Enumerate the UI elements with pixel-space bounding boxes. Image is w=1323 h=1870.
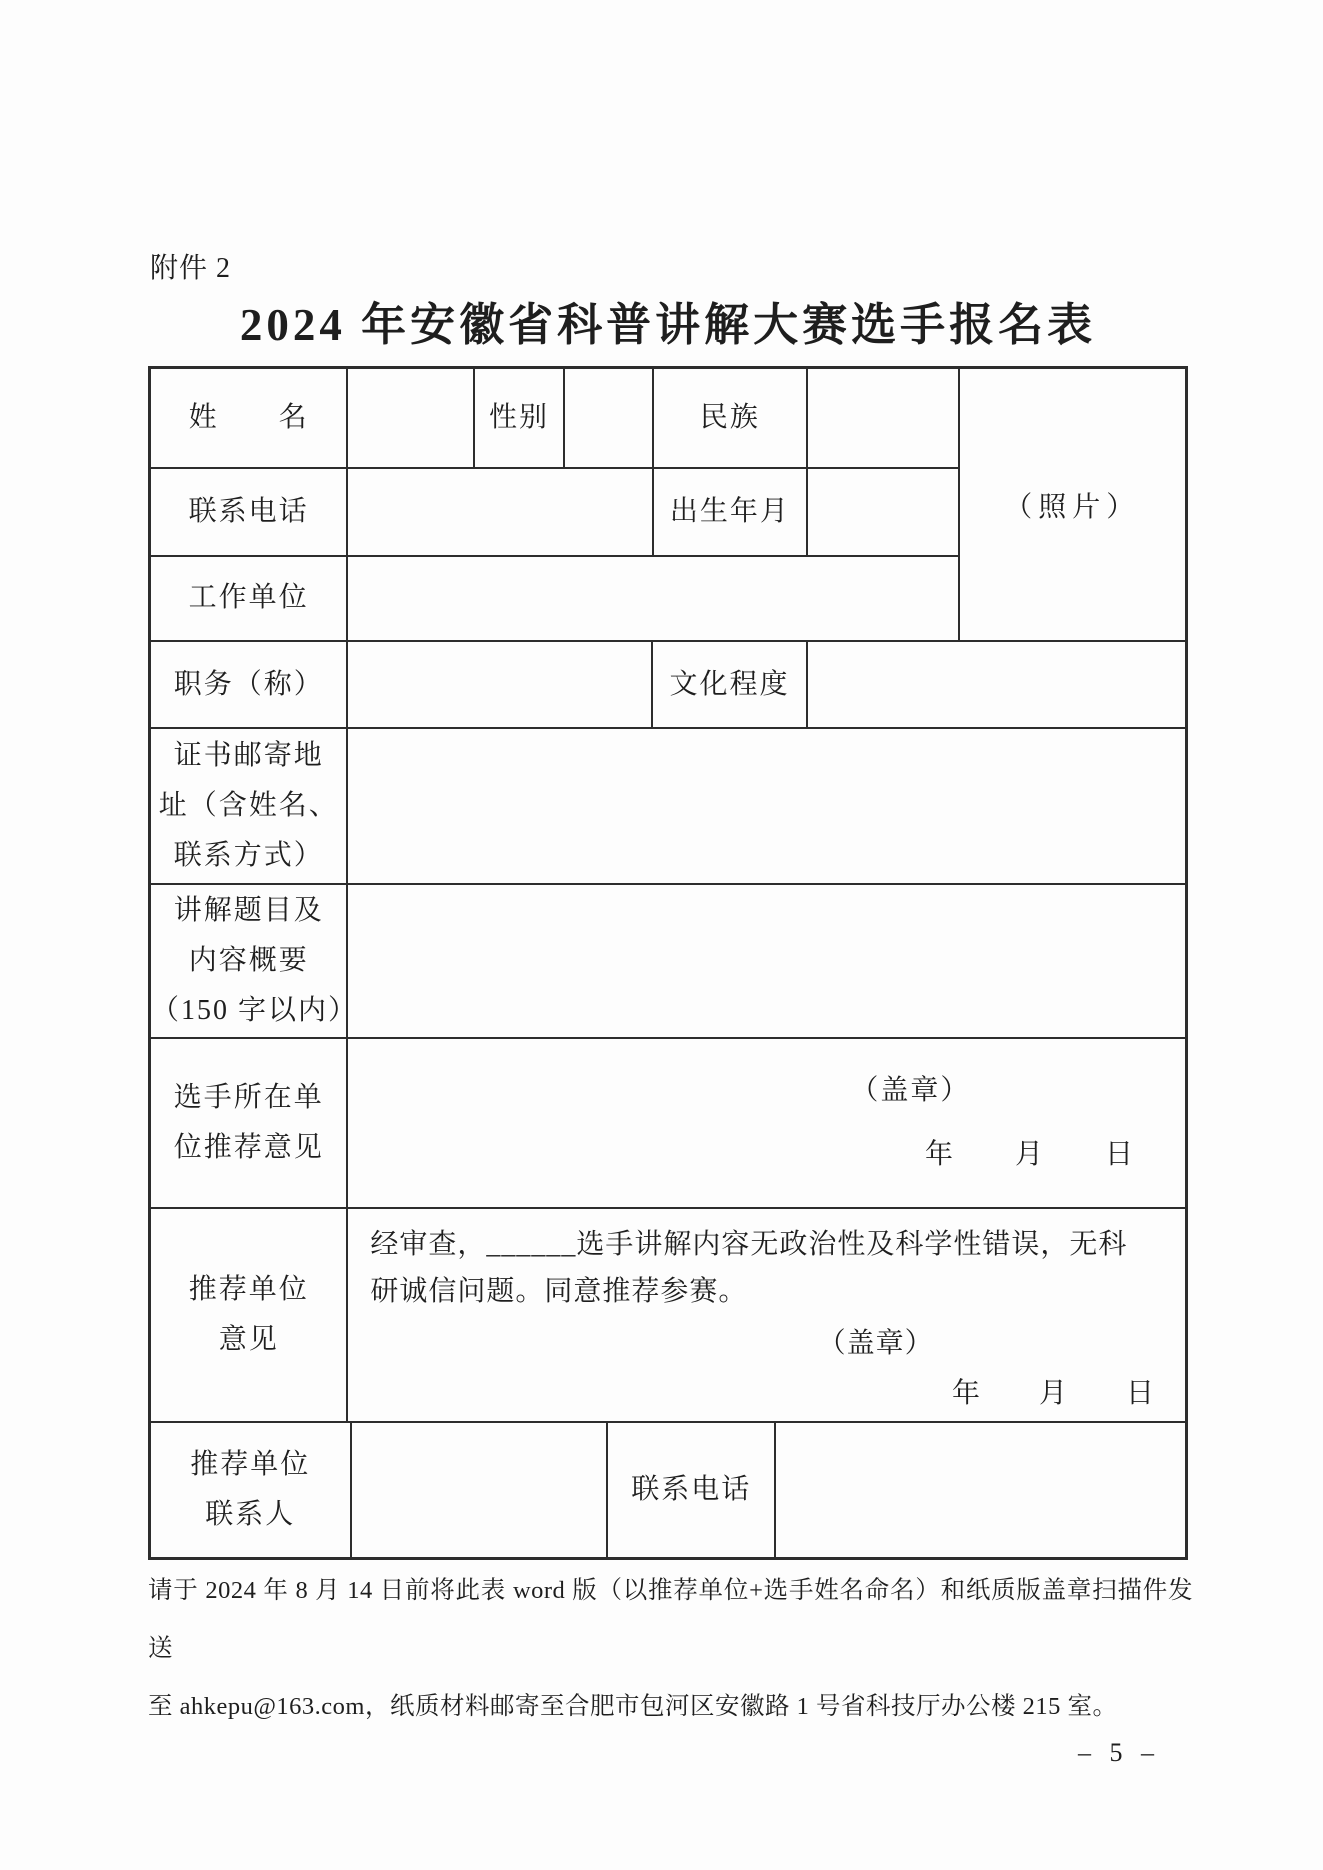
phone-label: 联系电话 <box>188 495 309 527</box>
registration-form-table <box>148 366 1188 1560</box>
table-row <box>151 369 958 469</box>
topic-summary-label-line: 内容概要 <box>188 945 309 976</box>
mailing-address-label-line: 址（含姓名、 <box>158 790 339 821</box>
education-label: 文化程度 <box>651 642 805 727</box>
footer-note-line: 请于 2024 年 8 月 14 日前将此表 word 版（以推荐单位+选手姓名命名）和纸质版盖章扫描件发送 <box>148 1577 1193 1662</box>
ethnicity-label: 民族 <box>652 369 806 467</box>
table-row <box>151 729 1185 885</box>
unit-contact-label <box>151 1423 350 1557</box>
table-row <box>151 557 958 640</box>
mailing-address-label <box>151 729 346 883</box>
attachment-label: 附件 2 <box>150 253 232 284</box>
page-title: 2024 年安徽省科普讲解大赛选手报名表 <box>239 300 1097 350</box>
seal-placeholder-text: （盖章） <box>850 1075 971 1106</box>
unit-contact-label-line: 联系人 <box>205 1499 296 1530</box>
personal-info-left <box>151 369 958 640</box>
birth-date-label: 出生年月 <box>652 469 806 554</box>
table-row <box>151 1209 1185 1423</box>
unit-recommendation-label-line: 选手所在单 <box>173 1082 324 1113</box>
gender-label: 性别 <box>473 369 563 467</box>
mailing-address-value-cell[interactable] <box>346 729 1185 883</box>
opinion-statement-line: 研诚信问题。同意推荐参赛。 <box>370 1276 748 1307</box>
topic-summary-label-line: （150 字以内） <box>151 995 359 1026</box>
table-row <box>151 1039 1185 1209</box>
work-unit-label: 工作单位 <box>188 582 309 614</box>
phone-value-cell[interactable] <box>346 469 652 554</box>
name-value-cell[interactable] <box>346 369 473 467</box>
table-row <box>151 885 1185 1039</box>
ethnicity-value-cell[interactable] <box>806 369 958 467</box>
work-unit-value-cell[interactable] <box>346 557 957 640</box>
gender-value-cell[interactable] <box>563 369 652 467</box>
page-number: – 5 – <box>1078 1738 1160 1767</box>
recommending-unit-opinion-value-cell[interactable] <box>346 1209 1185 1421</box>
unit-contact-value-cell[interactable] <box>350 1423 606 1557</box>
name-label: 姓 名 <box>188 402 309 434</box>
unit-recommendation-value-cell[interactable] <box>346 1039 1185 1207</box>
position-label: 职务（称） <box>173 668 324 700</box>
date-placeholder-text: 年 月 日 <box>951 1378 1155 1409</box>
unit-recommendation-label-line: 位推荐意见 <box>173 1132 324 1163</box>
mailing-address-label-line: 联系方式） <box>173 840 324 871</box>
topic-summary-value-cell[interactable] <box>346 885 1185 1037</box>
unit-contact-label-line: 推荐单位 <box>190 1449 311 1480</box>
position-value-cell[interactable] <box>346 642 651 727</box>
topic-summary-label <box>151 885 359 1037</box>
date-placeholder-text: 年 月 日 <box>924 1139 1135 1170</box>
recommending-unit-opinion-label-line: 推荐单位 <box>188 1274 309 1305</box>
photo-cell[interactable] <box>958 369 1185 640</box>
recommending-unit-opinion-label-line: 意见 <box>218 1324 279 1355</box>
recommending-unit-opinion-label <box>151 1209 346 1421</box>
birth-date-value-cell[interactable] <box>806 469 958 554</box>
contact-phone-value-cell[interactable] <box>774 1423 1184 1557</box>
topic-summary-label-line: 讲解题目及 <box>173 895 324 926</box>
contact-phone-label: 联系电话 <box>606 1423 775 1557</box>
seal-placeholder-text: （盖章） <box>817 1328 934 1359</box>
unit-recommendation-label <box>151 1039 346 1207</box>
personal-info-section <box>151 369 1185 642</box>
table-row <box>151 469 958 556</box>
photo-placeholder-label: （照片） <box>1004 491 1141 523</box>
table-row <box>151 642 1185 729</box>
opinion-statement-line: 经审查，______选手讲解内容无政治性及科学性错误，无科 <box>370 1229 1128 1260</box>
footer-note-line: 至 ahkepu@163.com，纸质材料邮寄至合肥市包河区安徽路 1 号省科技厅办公楼 215 室。 <box>148 1693 1118 1720</box>
mailing-address-label-line: 证书邮寄地 <box>173 740 324 771</box>
education-value-cell[interactable] <box>806 642 1185 727</box>
table-row <box>151 1423 1185 1557</box>
footer-note <box>148 1562 1193 1736</box>
